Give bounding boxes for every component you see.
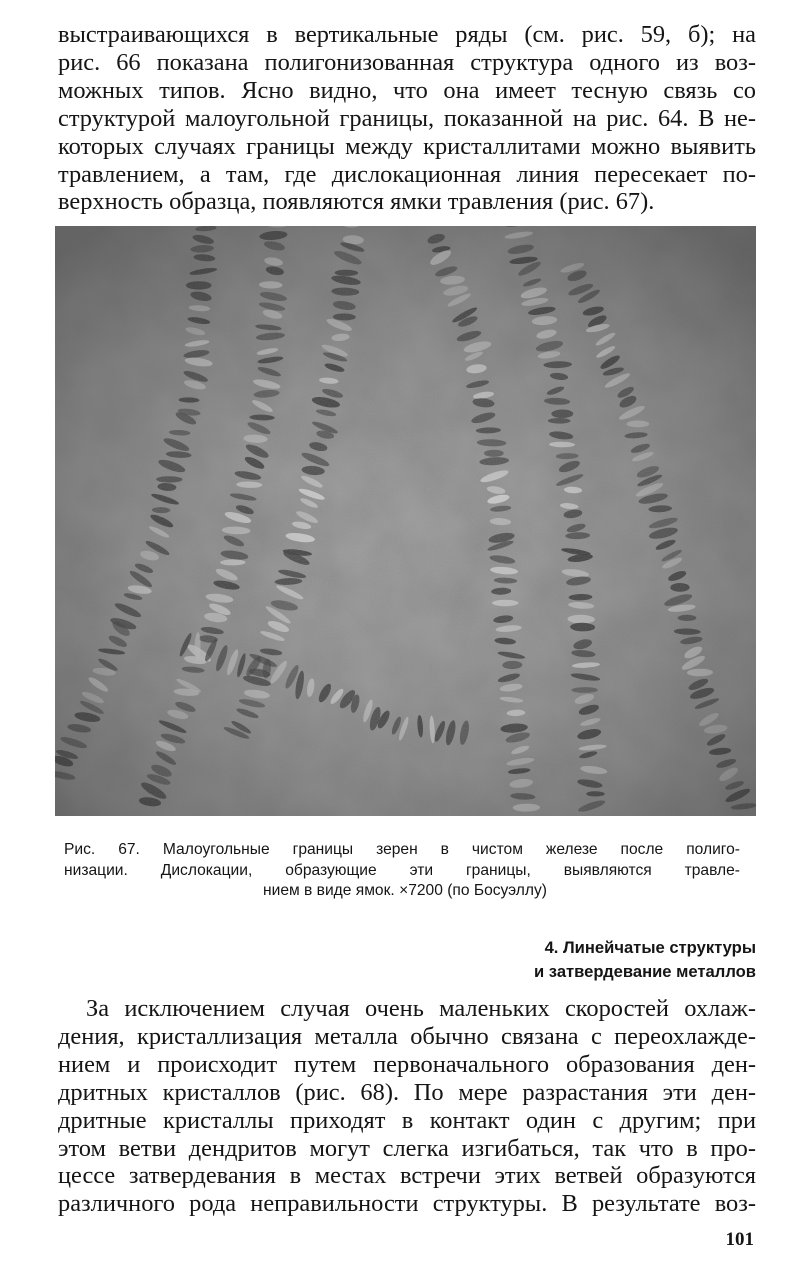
section-heading-line: 4. Линейчатые структуры bbox=[544, 938, 756, 957]
text-line: можных типов. Ясно видно, что она имеет тесную связь со bbox=[58, 76, 756, 104]
text-line: дения, кристаллизация металла обычно связана с переохлажде- bbox=[58, 1022, 756, 1050]
caption-line: нием в виде ямок. ×7200 (по Босуэллу) bbox=[263, 882, 547, 899]
text-line: цессе затвердевания в местах встречи этих ветвей образуются bbox=[58, 1162, 756, 1190]
text-line: выстраивающихся в вертикальные ряды (см. рис. 59, б); на bbox=[58, 21, 756, 48]
caption-line: Рис. 67. Малоугольные границы зерен в чистом железе после полиго- bbox=[64, 841, 740, 858]
text-line: которых случаях границы между кристаллитами можно выявить bbox=[58, 132, 756, 160]
section-heading bbox=[534, 936, 756, 984]
section-heading-line: и затвердевание металлов bbox=[533, 962, 756, 981]
text-line: различного рода неправильности структуры. В результате воз- bbox=[58, 1190, 756, 1218]
text-line: За исключением случая очень маленьких скоростей охлаж- bbox=[86, 995, 756, 1022]
paragraph-main bbox=[58, 995, 756, 1218]
figure-caption bbox=[64, 840, 740, 902]
text-line: рис. 66 показана полигонизованная структура одного из воз- bbox=[58, 48, 756, 76]
caption-line: низации. Дислокации, образующие эти границы, выявляются травле- bbox=[64, 861, 740, 879]
text-line: дритных кристаллов (рис. 68). По мере разрастания эти ден- bbox=[58, 1078, 756, 1106]
page-number: 101 bbox=[725, 1229, 754, 1250]
text-line: нием и происходит путем первоначального образования ден- bbox=[58, 1050, 756, 1078]
text-line: этом ветви дендритов могут слегка изгибаться, так что в про- bbox=[58, 1134, 756, 1162]
text-line: дритные кристаллы приходят в контакт один с другим; при bbox=[58, 1106, 756, 1134]
text-line: верхность образца, появляются ямки травления (рис. 67). bbox=[58, 188, 655, 216]
text-line: структурой малоугольной границы, показанной на рис. 64. В не- bbox=[58, 104, 756, 132]
micrograph-image bbox=[55, 226, 756, 816]
micrograph-figure bbox=[55, 226, 756, 816]
text-line: травлением, а там, где дислокационная линия пересекает по- bbox=[58, 160, 756, 188]
paragraph-top bbox=[58, 21, 756, 216]
